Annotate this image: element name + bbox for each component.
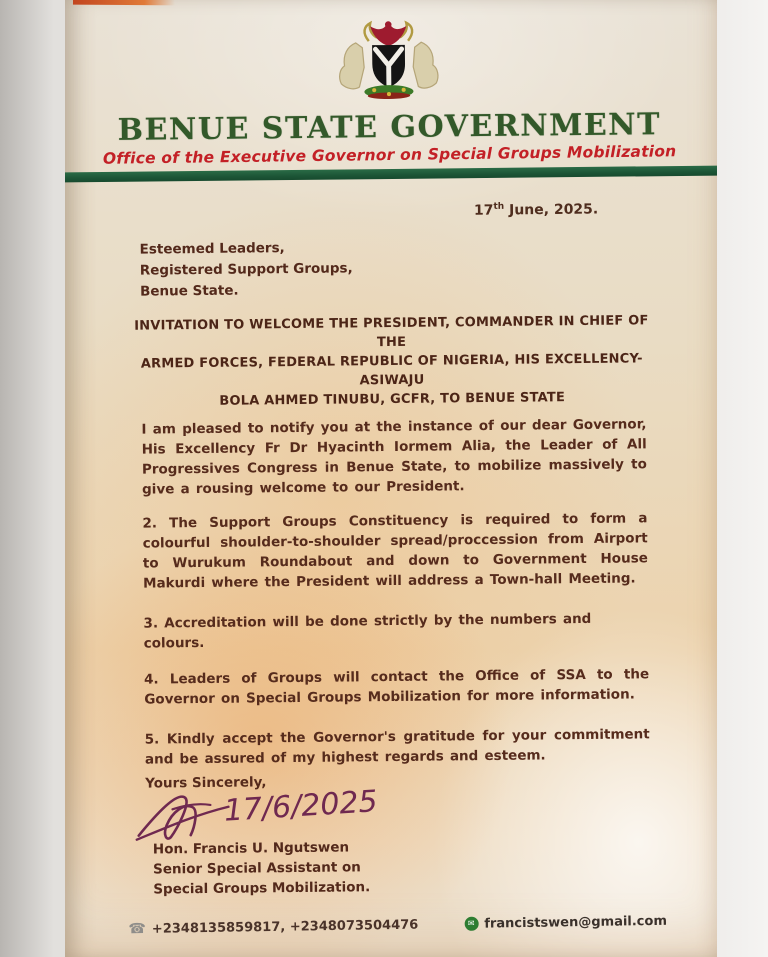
- paragraph: 3. Accreditation will be done strictly by the numbers and colours.: [143, 610, 592, 652]
- email-contact: [464, 913, 667, 931]
- date-ordinal: th: [493, 201, 505, 212]
- paragraph: I am pleased to notify you at the instance of our dear Governor, His Excellency Fr Dr Hyacinth Iormem Alia, the Leader of All Progressives Congress in Benue State, to mobilize massively to give a rousing welcome to our President.: [141, 415, 647, 498]
- letter-page: [65, 0, 717, 957]
- date-day: 17: [473, 202, 494, 219]
- signature-block: [132, 777, 717, 837]
- addressee-line: Registered Support Groups,: [139, 260, 353, 279]
- phone-icon: ☎: [128, 920, 146, 938]
- addressee-line: Benue State.: [139, 282, 239, 300]
- envelope-icon: ✉: [464, 917, 478, 931]
- subject-line: ARMED FORCES, FEDERAL REPUBLIC OF NIGERIA, HIS EXCELLENCY- ASIWAJU: [140, 351, 643, 388]
- paragraph: 4. Leaders of Groups will contact the Office of SSA to the Governor on Special Groups Mobilization for more information.: [144, 665, 650, 708]
- scanned-content: [65, 0, 717, 957]
- addressee-block: [139, 233, 717, 302]
- letterhead: [65, 15, 715, 112]
- closing-salutation: Yours Sincerely,: [145, 773, 267, 792]
- signatory-name: Hon. Francis U. Ngutswen: [152, 839, 350, 858]
- date-rest: June, 2025.: [504, 201, 599, 219]
- email-address: francistswen@gmail.com: [484, 913, 668, 932]
- handwritten-date: 17/6/2025: [222, 783, 379, 829]
- signatory-block: [153, 833, 717, 899]
- signatory-title: Senior Special Assistant on: [152, 859, 361, 878]
- addressee-line: Esteemed Leaders,: [139, 239, 285, 258]
- signatory-title: Special Groups Mobilization.: [153, 878, 371, 898]
- contact-footer: [72, 912, 717, 938]
- phone-contact: [128, 917, 418, 938]
- org-subtitle: Office of the Executive Governor on Special Groups Mobilization: [102, 142, 677, 168]
- handwritten-signature: [132, 780, 433, 843]
- phone-numbers: +2348135859817, +2348073504476: [151, 917, 419, 937]
- subject-line: BOLA AHMED TINUBU, GCFR, TO BENUE STATE: [219, 389, 566, 409]
- subject-line: INVITATION TO WELCOME THE PRESIDENT, COMMANDER IN CHIEF OF THE: [134, 312, 649, 350]
- org-title: BENUE STATE GOVERNMENT: [117, 107, 662, 148]
- subject-heading: [65, 310, 717, 412]
- nigeria-coat-of-arms-icon: [329, 17, 448, 108]
- paragraph: 5. Kindly accept the Governor's gratitude for your commitment and be assured of my highest regards and esteem.: [144, 725, 650, 768]
- paragraph: 2. The Support Groups Constituency is required to form a colourful shoulder-to-shoulder spread/proccession from Airport to Wurukum Roundabout and down to Government House Makurdi where the President will address a Town-hall Meeting.: [142, 509, 648, 592]
- letter-body: [141, 414, 650, 769]
- letter-date: [65, 200, 716, 223]
